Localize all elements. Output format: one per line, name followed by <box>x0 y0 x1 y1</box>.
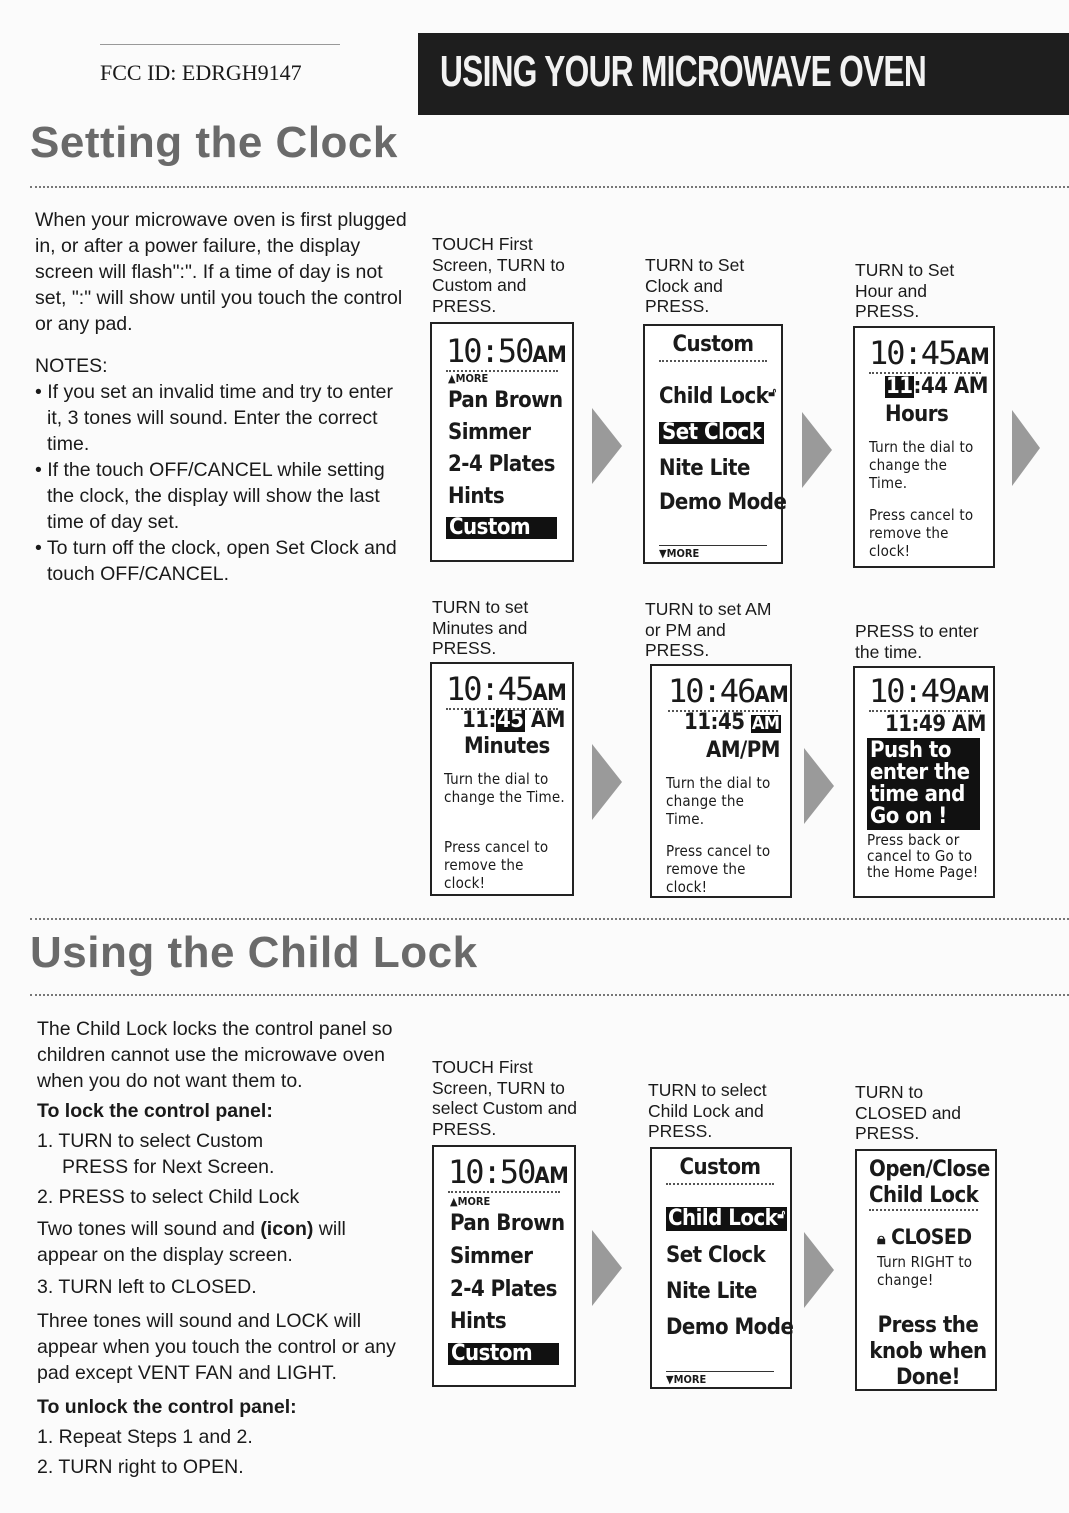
notes-list <box>35 379 410 587</box>
footer-text: Press back or cancel to Go to the Home Page! <box>867 831 979 881</box>
hint-text: Turn the dial to change the Time. <box>666 774 771 828</box>
message-box: Push to enter the time and Go on ! <box>867 738 980 830</box>
lock-icon: 🔓︎ <box>777 1207 785 1221</box>
time-edit: 11:45 AM <box>462 708 565 733</box>
lock-section-title: Using the Child Lock <box>30 928 478 977</box>
section-banner <box>418 33 1069 115</box>
lock-status: 🔒︎ CLOSED <box>877 1225 972 1249</box>
step-caption: TURN to set AM or PM and PRESS. <box>645 599 772 660</box>
display-screen-home <box>430 322 574 562</box>
header-rule <box>100 44 340 45</box>
tones-note: Two tones will sound and (icon) will appear on the display screen. <box>37 1218 346 1266</box>
lock-step: 1. TURN to select Custom <box>37 1130 264 1152</box>
hint-text: Turn the dial to change the Time. <box>869 438 974 492</box>
menu-item: Demo Mode <box>666 1315 794 1340</box>
display-screen-home <box>432 1145 576 1387</box>
menu-item-selected: Custom <box>446 517 557 539</box>
screen-title: Custom <box>659 334 767 362</box>
clock-intro-block <box>35 207 410 587</box>
menu-item: 2-4 Plates <box>450 1277 557 1302</box>
menu-item: 2-4 Plates <box>448 452 555 477</box>
lock-icon: 🔓︎ <box>768 385 776 399</box>
menu-item: Hints <box>450 1309 507 1334</box>
hint-text: Turn RIGHT to change! <box>877 1253 973 1289</box>
display-screen-enter <box>853 666 995 898</box>
lock-label: To lock the control panel: <box>37 1100 273 1122</box>
display-screen-ampm <box>650 664 792 898</box>
menu-item: Simmer <box>448 420 531 445</box>
more-indicator: ▲MORE <box>448 372 489 385</box>
banner-title: USING YOUR MICROWAVE OVEN <box>440 47 927 96</box>
divider <box>30 918 1069 920</box>
field-label: AM/PM <box>706 738 780 763</box>
step-caption: TURN to Set Hour and PRESS. <box>855 260 955 321</box>
menu-item: Simmer <box>450 1244 533 1269</box>
step-caption: TOUCH First Screen, TURN to select Custom and PRESS. <box>432 1057 577 1139</box>
menu-item: Child Lock🔓︎ <box>659 384 776 409</box>
time-edit: 11:44 AM <box>886 374 988 399</box>
menu-item: Demo Mode <box>659 490 787 515</box>
clock-readout: 10:50AM <box>446 332 567 370</box>
cancel-text: Press cancel to remove the clock! <box>444 838 549 892</box>
hint-text: Turn the dial to change the Time. <box>444 770 565 806</box>
menu-item: Pan Brown <box>448 388 563 413</box>
step-caption: PRESS to enter the time. <box>855 621 979 662</box>
step-caption: TOUCH First Screen, TURN to Custom and PRESS. <box>432 234 565 316</box>
note-item: • If you set an invalid time and try to enter it, 3 tones will sound. Enter the correct time. <box>35 381 394 455</box>
press-message: Press the knob when Done! <box>869 1313 987 1390</box>
field-label: Hours <box>885 402 949 427</box>
clock-readout: 10:45AM <box>446 670 567 708</box>
more-indicator: ▼MORE <box>666 1373 707 1386</box>
arrow-icon <box>1012 410 1040 486</box>
field-label: Minutes <box>464 734 550 759</box>
lock-step: 2. PRESS to select Child Lock <box>37 1186 300 1208</box>
unlock-step: 1. Repeat Steps 1 and 2. <box>37 1426 253 1448</box>
fcc-id: FCC ID: EDRGH9147 <box>100 60 302 85</box>
clock-section-title: Setting the Clock <box>30 118 398 167</box>
display-screen-hours <box>853 326 995 568</box>
display-screen-custom <box>650 1147 792 1389</box>
unlock-step: 2. TURN right to OPEN. <box>37 1456 244 1478</box>
clock-readout: 10:45AM <box>869 334 990 372</box>
unlock-label: To unlock the control panel: <box>37 1396 297 1418</box>
screen-title: Custom <box>666 1157 774 1185</box>
divider <box>30 186 1069 188</box>
lock-intro: The Child Lock locks the control panel so children cannot use the microwave oven when you do not want them to. <box>37 1018 393 1092</box>
display-screen-custom <box>643 324 787 564</box>
more-indicator: ▼MORE <box>659 547 700 560</box>
divider <box>30 994 1069 996</box>
three-tones-note: Three tones will sound and LOCK will appear when you touch the control or any pad except VENT FAN and LIGHT. <box>37 1310 396 1384</box>
step-caption: TURN to select Child Lock and PRESS. <box>648 1080 767 1141</box>
cancel-text: Press cancel to remove the clock! <box>869 506 974 560</box>
arrow-icon <box>592 744 622 820</box>
arrow-icon <box>802 412 832 488</box>
notes-label: NOTES: <box>35 355 108 377</box>
lock-step: 3. TURN left to CLOSED. <box>37 1276 257 1298</box>
more-indicator: ▲MORE <box>450 1195 491 1208</box>
divider <box>666 1371 774 1372</box>
screen-title: Open/Close <box>869 1157 990 1182</box>
divider <box>659 545 767 546</box>
menu-item: Nite Lite <box>666 1279 757 1304</box>
clock-readout: 10:46AM <box>668 672 789 710</box>
time-edit: 11:45 AM <box>684 710 780 735</box>
display-screen-minutes <box>430 662 574 896</box>
menu-item: Set Clock <box>666 1243 766 1268</box>
note-item: • If the touch OFF/CANCEL while setting the clock, the display will show the last time of day set. <box>35 459 385 533</box>
lock-icon: 🔒︎ <box>877 1229 886 1248</box>
menu-item: Pan Brown <box>450 1211 565 1236</box>
step-caption: TURN to CLOSED and PRESS. <box>855 1082 962 1143</box>
cancel-text: Press cancel to remove the clock! <box>666 842 771 896</box>
time-display: 11:49 AM <box>885 712 986 737</box>
step-caption: TURN to set Minutes and PRESS. <box>432 597 529 658</box>
menu-item: Nite Lite <box>659 456 750 481</box>
arrow-icon <box>592 1230 622 1306</box>
menu-item-selected: Set Clock <box>659 422 764 444</box>
clock-readout: 10:50AM <box>448 1153 569 1191</box>
menu-item-selected: Custom <box>448 1343 559 1365</box>
clock-intro: When your microwave oven is first plugged in, or after a power failure, the display screen will flash":". If a time of day is not set, ":" will show until you touch the control or any pad. <box>35 209 407 335</box>
lock-step: PRESS for Next Screen. <box>62 1156 275 1178</box>
arrow-icon <box>804 748 834 824</box>
menu-item: Hints <box>448 484 505 509</box>
arrow-icon <box>592 408 622 484</box>
display-screen-lock <box>855 1149 997 1391</box>
note-item: • To turn off the clock, open Set Clock and touch OFF/CANCEL. <box>35 537 397 585</box>
lock-instructions <box>37 1016 407 1480</box>
screen-subtitle: Child Lock <box>869 1185 978 1211</box>
menu-item-selected: Child Lock🔓︎ <box>668 1206 785 1231</box>
arrow-icon <box>804 1232 834 1308</box>
clock-readout: 10:49AM <box>869 672 990 710</box>
step-caption: TURN to Set Clock and PRESS. <box>645 255 745 316</box>
